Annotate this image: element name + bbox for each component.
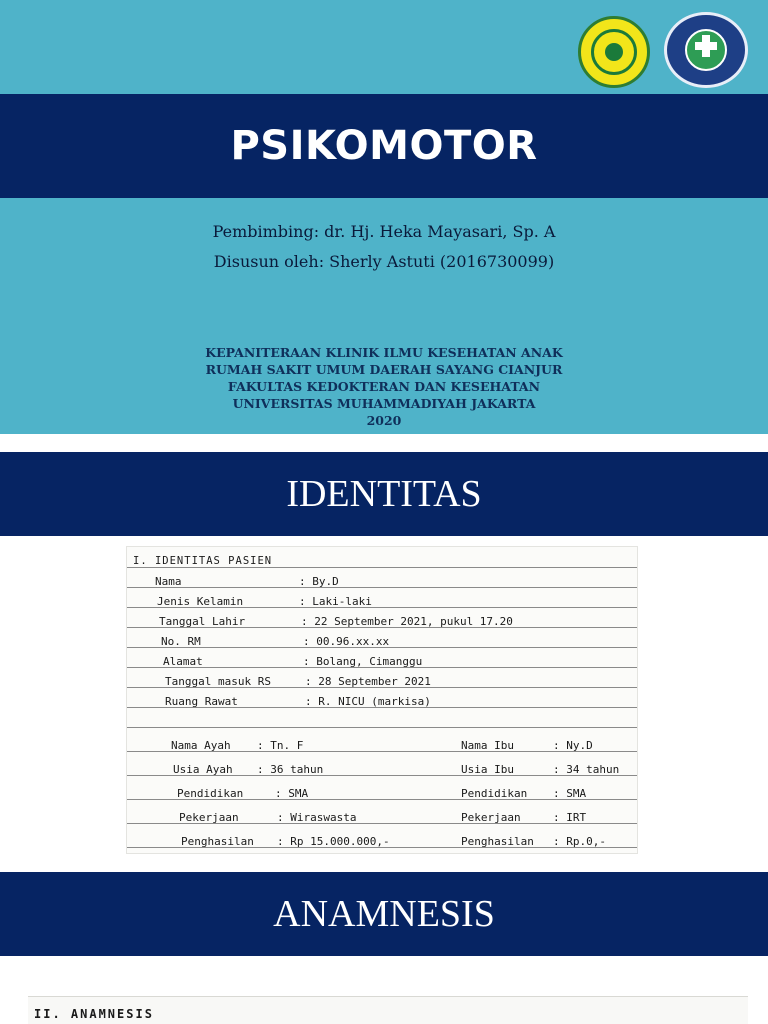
mother-value: : IRT	[553, 811, 587, 824]
field-label: No. RM	[161, 635, 201, 648]
institution-block	[0, 344, 768, 429]
title-slide-header	[0, 0, 768, 94]
mother-label: Pekerjaan	[461, 811, 521, 824]
handwritten-identity-note	[126, 546, 638, 854]
mother-value: : Ny.D	[553, 739, 593, 752]
mother-label: Penghasilan	[461, 835, 534, 848]
institution-line: RUMAH SAKIT UMUM DAERAH SAYANG CIANJUR	[205, 362, 563, 377]
mother-value: : SMA	[553, 787, 587, 800]
field-label: Tanggal Lahir	[159, 615, 246, 628]
institution-line: KEPANITERAAN KLINIK ILMU KESEHATAN ANAK	[205, 345, 563, 360]
anamnesis-band	[0, 872, 768, 956]
field-value: : Laki-laki	[299, 595, 372, 608]
father-label: Pekerjaan	[179, 811, 239, 824]
field-label: Ruang Rawat	[165, 695, 238, 708]
author-line: Disusun oleh: Sherly Astuti (2016730099)	[213, 252, 555, 271]
mother-label: Nama Ibu	[461, 739, 514, 752]
field-label: Nama	[155, 575, 182, 588]
mother-label: Usia Ibu	[461, 763, 514, 776]
father-label: Pendidikan	[177, 787, 244, 800]
section-heading-identitas: IDENTITAS	[286, 473, 482, 515]
anamnesis-note-title: II. ANAMNESIS	[34, 1007, 154, 1021]
hospital-seal-icon	[664, 12, 748, 88]
supervisor-line: Pembimbing: dr. Hj. Heka Mayasari, Sp. A	[212, 222, 556, 241]
field-value: : By.D	[299, 575, 339, 588]
father-label: Usia Ayah	[173, 763, 233, 776]
field-value: : 00.96.xx.xx	[303, 635, 390, 648]
institution-line: UNIVERSITAS MUHAMMADIYAH JAKARTA	[232, 396, 536, 411]
section-heading-anamnesis: ANAMNESIS	[273, 893, 495, 935]
institution-year: 2020	[366, 413, 402, 428]
mother-value: : Rp.0,-	[553, 835, 606, 848]
field-value: : 28 September 2021	[305, 675, 431, 688]
identitas-band	[0, 452, 768, 536]
note-section-title: I. IDENTITAS PASIEN	[133, 555, 273, 567]
field-label: Alamat	[163, 655, 203, 668]
father-value: : SMA	[275, 787, 309, 800]
field-label: Jenis Kelamin	[157, 595, 244, 608]
mother-value: : 34 tahun	[553, 763, 620, 776]
page-title: PSIKOMOTOR	[230, 123, 538, 169]
title-slide-details	[0, 198, 768, 434]
field-value: : Bolang, Cimanggu	[303, 655, 423, 668]
field-value: : 22 September 2021, pukul 17.20	[301, 615, 513, 628]
field-label: Tanggal masuk RS	[165, 675, 271, 688]
institution-line: FAKULTAS KEDOKTERAN DAN KESEHATAN	[227, 379, 541, 394]
father-value: : Tn. F	[257, 739, 304, 752]
father-value: : 36 tahun	[257, 763, 324, 776]
handwritten-anamnesis-note	[28, 996, 748, 1024]
university-seal-icon	[578, 16, 650, 88]
father-label: Nama Ayah	[171, 739, 231, 752]
father-value: : Wiraswasta	[277, 811, 357, 824]
field-value: : R. NICU (markisa)	[305, 695, 431, 708]
father-value: : Rp 15.000.000,-	[277, 835, 390, 848]
title-band	[0, 94, 768, 198]
mother-label: Pendidikan	[461, 787, 528, 800]
father-label: Penghasilan	[181, 835, 254, 848]
